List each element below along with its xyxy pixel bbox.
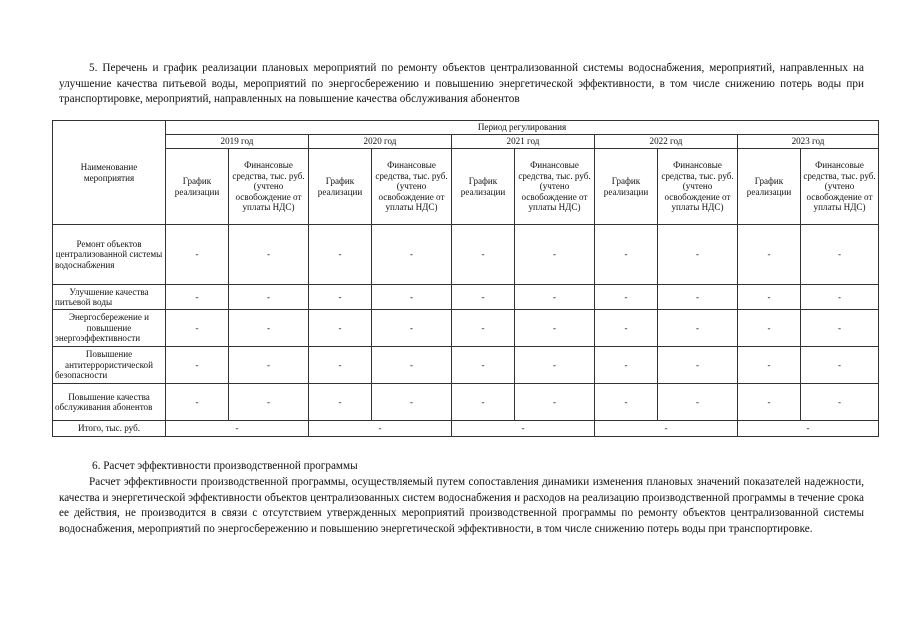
- table-cell: -: [166, 310, 229, 347]
- table-cell: -: [452, 384, 515, 421]
- table-row: [53, 384, 879, 421]
- column-header-period: Период регулирования: [166, 121, 879, 135]
- table-row: [53, 347, 879, 384]
- subheader-finance: Финансовые средства, тыс. руб. (учтено освобождение от уплаты НДС): [229, 149, 309, 225]
- table-cell: -: [372, 225, 452, 285]
- table-cell: -: [515, 384, 595, 421]
- table-cell: -: [658, 285, 738, 310]
- table-cell: -: [658, 347, 738, 384]
- column-header-name: Наименование мероприятия: [53, 121, 166, 225]
- table-cell: -: [595, 225, 658, 285]
- table-cell: -: [738, 310, 801, 347]
- table-cell: -: [166, 285, 229, 310]
- total-row: [53, 421, 879, 437]
- table-cell: -: [372, 347, 452, 384]
- subheader-schedule: График реализации: [595, 149, 658, 225]
- table-cell: -: [515, 310, 595, 347]
- total-cell: -: [595, 421, 738, 437]
- table-cell: -: [372, 310, 452, 347]
- year-header: 2021 год: [452, 135, 595, 149]
- table-cell: -: [229, 285, 309, 310]
- table-cell: -: [515, 285, 595, 310]
- table-cell: -: [372, 285, 452, 310]
- plan-table: [52, 120, 879, 437]
- subheader-schedule: График реализации: [309, 149, 372, 225]
- table-cell: -: [452, 310, 515, 347]
- table-cell: -: [229, 225, 309, 285]
- table-cell: -: [738, 225, 801, 285]
- row-name: Энергосбережение и повышение энергоэффективности: [53, 310, 166, 347]
- row-name: Улучшение качества питьевой воды: [53, 285, 166, 310]
- table-row: [53, 310, 879, 347]
- subheader-finance: Финансовые средства, тыс. руб. (учтено освобождение от уплаты НДС): [372, 149, 452, 225]
- table-cell: -: [801, 285, 879, 310]
- total-cell: -: [309, 421, 452, 437]
- table-cell: -: [801, 347, 879, 384]
- table-cell: -: [595, 310, 658, 347]
- table-cell: -: [229, 384, 309, 421]
- table-cell: -: [738, 384, 801, 421]
- year-header: 2019 год: [166, 135, 309, 149]
- table-cell: -: [229, 347, 309, 384]
- subheader-finance: Финансовые средства, тыс. руб. (учтено освобождение от уплаты НДС): [658, 149, 738, 225]
- total-cell: -: [452, 421, 595, 437]
- subheader-finance: Финансовые средства, тыс. руб. (учтено освобождение от уплаты НДС): [801, 149, 879, 225]
- table-cell: -: [658, 310, 738, 347]
- table-cell: -: [658, 384, 738, 421]
- table-cell: -: [309, 347, 372, 384]
- table-cell: -: [309, 310, 372, 347]
- table-cell: -: [595, 384, 658, 421]
- table-cell: -: [166, 384, 229, 421]
- table-cell: -: [166, 225, 229, 285]
- section-5-paragraph: 5. Перечень и график реализации плановых мероприятий по ремонту объектов централизованной системы водоснабжения, мероприятий, направленных на улучшение качества питьевой воды, мероприятий по энергосбережению и повышению энергетической эффективности, в том числе снижению потерь воды при транспортировке, мероприятий, направленных на повышение качества обслуживания абонентов: [59, 62, 864, 105]
- table-cell: -: [452, 285, 515, 310]
- total-cell: -: [738, 421, 879, 437]
- table-cell: -: [658, 225, 738, 285]
- year-header: 2020 год: [309, 135, 452, 149]
- table-cell: -: [309, 285, 372, 310]
- section-6-paragraph: Расчет эффективности производственной программы, осуществляемый путем сопоставления динамики изменения плановых значений показателей надежности, качества и энергетической эффективности объектов централизованных систем водоснабжения и расходов на реализацию производственной программы в течение срока ее действия, не производится в связи с отсутствием утвержденных мероприятий производственной программы по ремонту объектов централизованной системы водоснабжения, мероприятий по энергосбережению и повышению энергетической эффективности, в том числе снижению потерь воды при транспортировке.: [59, 476, 864, 535]
- table-cell: -: [372, 384, 452, 421]
- row-name: Ремонт объектов централизованной системы водоснабжения: [53, 225, 166, 285]
- table-cell: -: [595, 285, 658, 310]
- table-cell: -: [738, 285, 801, 310]
- table-row: [53, 285, 879, 310]
- subheader-schedule: График реализации: [738, 149, 801, 225]
- table-row: [53, 225, 879, 285]
- subheader-schedule: График реализации: [166, 149, 229, 225]
- subheader-schedule: График реализации: [452, 149, 515, 225]
- subheader-finance: Финансовые средства, тыс. руб. (учтено освобождение от уплаты НДС): [515, 149, 595, 225]
- table-cell: -: [515, 347, 595, 384]
- section-6-heading: 6. Расчет эффективности производственной программы: [92, 460, 358, 472]
- table-cell: -: [515, 225, 595, 285]
- table-cell: -: [452, 347, 515, 384]
- table-cell: -: [166, 347, 229, 384]
- table-cell: -: [452, 225, 515, 285]
- year-header: 2023 год: [738, 135, 879, 149]
- table-cell: -: [595, 347, 658, 384]
- table-cell: -: [801, 310, 879, 347]
- row-name: Повышение качества обслуживания абонентов: [53, 384, 166, 421]
- row-name: Повышение антитеррористической безопасности: [53, 347, 166, 384]
- total-label: Итого, тыс. руб.: [53, 421, 166, 437]
- table-cell: -: [801, 225, 879, 285]
- table-cell: -: [309, 384, 372, 421]
- table-cell: -: [309, 225, 372, 285]
- year-header: 2022 год: [595, 135, 738, 149]
- table-cell: -: [738, 347, 801, 384]
- total-cell: -: [166, 421, 309, 437]
- table-cell: -: [801, 384, 879, 421]
- table-cell: -: [229, 310, 309, 347]
